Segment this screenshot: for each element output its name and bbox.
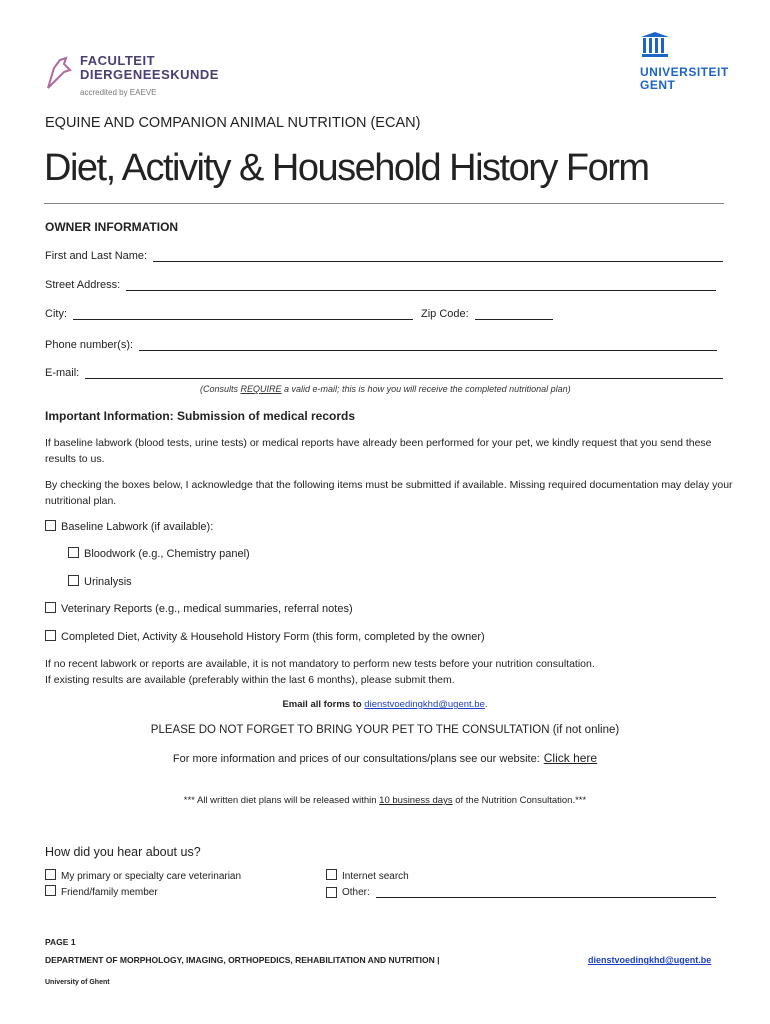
vet-referral-label: My primary or specialty care veterinarian [61, 871, 242, 882]
email-note [200, 384, 571, 394]
checkbox-icon [326, 869, 337, 880]
street-row [45, 279, 716, 291]
city-label: City: [45, 308, 67, 320]
page-title: Diet, Activity & Household History Form [44, 147, 649, 189]
checkbox-icon [68, 575, 79, 586]
checkbox-icon [68, 547, 79, 558]
other-checkbox[interactable] [326, 885, 716, 898]
internet-search-checkbox[interactable] [326, 869, 409, 882]
phone-field[interactable] [139, 339, 717, 351]
checkbox-icon [45, 869, 56, 880]
hear-about-us-question: How did you hear about us? [45, 845, 201, 859]
email-forms-link[interactable]: dienstvoedingkhd@ugent.be [364, 699, 485, 710]
footer-email-link[interactable]: dienstvoedingkhd@ugent.be [588, 955, 712, 965]
footer-page-number: PAGE 1 [45, 937, 76, 947]
consultation-reminder: PLEASE DO NOT FORGET TO BRING YOUR PET TO THE CONSULTATION (if not online) [150, 724, 620, 736]
friend-family-label: Friend/family member [61, 887, 158, 898]
important-para3-line1: If no recent labwork or reports are available, it is not mandatory to perform new tests before your nutrition consultation. [45, 658, 595, 670]
written-plans-note [0, 795, 770, 806]
click-here-link[interactable]: Click here [543, 751, 598, 765]
street-field[interactable] [126, 279, 716, 291]
bloodwork-label: Bloodwork (e.g., Chemistry panel) [84, 548, 250, 560]
bloodwork-checkbox[interactable] [68, 547, 250, 560]
checkbox-icon [326, 887, 337, 898]
baseline-labwork-label: Baseline Labwork (if available): [61, 521, 214, 533]
checkbox-icon [45, 885, 56, 896]
horse-head-icon [44, 54, 78, 94]
faculty-accreditation: accredited by EAEVE [80, 88, 157, 97]
email-note-suffix: a valid e-mail; this is how you will receive the completed nutritional plan) [281, 384, 571, 394]
street-label: Street Address: [45, 279, 121, 291]
vet-reports-label: Veterinary Reports (e.g., medical summaries, referral notes) [61, 603, 353, 615]
zip-field[interactable] [475, 308, 553, 320]
email-note-prefix: (Consults [200, 384, 241, 394]
other-label: Other: [342, 887, 370, 898]
completed-form-checkbox[interactable] [45, 630, 485, 643]
checkbox-icon [45, 520, 56, 531]
vet-reports-checkbox[interactable] [45, 602, 353, 615]
friend-family-checkbox[interactable] [45, 885, 158, 898]
first-last-name-field[interactable] [153, 250, 723, 262]
important-para1: If baseline labwork (blood tests, urine tests) or medical reports have already been performed for your pet, we kindly request that you send these results to us. [45, 437, 712, 465]
footer-university: University of Ghent [45, 979, 110, 986]
owner-section-title: OWNER INFORMATION [45, 220, 179, 234]
baseline-labwork-checkbox[interactable] [45, 520, 213, 533]
important-para3-line2: If existing results are available (preferably within the last 6 months), please submit them. [45, 674, 455, 686]
checkbox-icon [45, 602, 56, 613]
checkbox-icon [45, 630, 56, 641]
urinalysis-checkbox[interactable] [68, 575, 132, 588]
urinalysis-label: Urinalysis [84, 576, 132, 588]
written-note-prefix: *** All written diet plans will be released within [183, 795, 380, 806]
email-forms-line [0, 699, 770, 710]
city-field[interactable] [73, 308, 413, 320]
email-label: E-mail: [45, 367, 80, 379]
email-field[interactable] [85, 367, 723, 379]
website-info-text: For more information and prices of our consultations/plans see our website: [172, 753, 540, 765]
univ-name-line2: GENT [640, 78, 676, 92]
faculty-name-line1: FACULTEIT [80, 53, 156, 68]
footer-department: DEPARTMENT OF MORPHOLOGY, IMAGING, ORTHOPEDICS, REHABILITATION AND NUTRITION | [45, 955, 440, 965]
vet-referral-checkbox[interactable] [45, 869, 241, 882]
faculty-logo [44, 53, 219, 104]
email-row [45, 367, 723, 379]
faculty-name-line2: DIERGENEESKUNDE [80, 67, 219, 82]
zip-label: Zip Code: [421, 308, 469, 320]
phone-label: Phone number(s): [45, 339, 134, 351]
email-forms-end: . [484, 699, 488, 710]
program-subtitle: EQUINE AND COMPANION ANIMAL NUTRITION (ECAN) [45, 115, 421, 131]
phone-row [45, 339, 717, 351]
first-last-name-label: First and Last Name: [45, 250, 148, 262]
important-title: Important Information: Submission of medical records [45, 409, 356, 423]
other-field[interactable] [376, 886, 716, 898]
written-note-emphasis: 10 business days [379, 795, 453, 806]
divider [44, 203, 724, 204]
important-para2: By checking the boxes below, I acknowledge that the following items must be submitted if available. Missing required documentation may delay your nutritional plan. [45, 479, 733, 507]
internet-search-label: Internet search [342, 871, 409, 882]
university-building-icon [640, 32, 670, 60]
completed-form-label: Completed Diet, Activity & Household History Form (this form, completed by the owner) [61, 631, 485, 643]
first-last-name-row [45, 250, 723, 262]
univ-name-line1: UNIVERSITEIT [640, 65, 729, 79]
email-forms-label: Email all forms to [282, 699, 365, 710]
website-info [0, 751, 770, 765]
city-zip-row [45, 308, 553, 320]
ugent-logo [636, 32, 729, 102]
written-note-suffix: of the Nutrition Consultation.*** [452, 795, 587, 806]
email-note-emphasis: REQUIRE [240, 384, 282, 394]
